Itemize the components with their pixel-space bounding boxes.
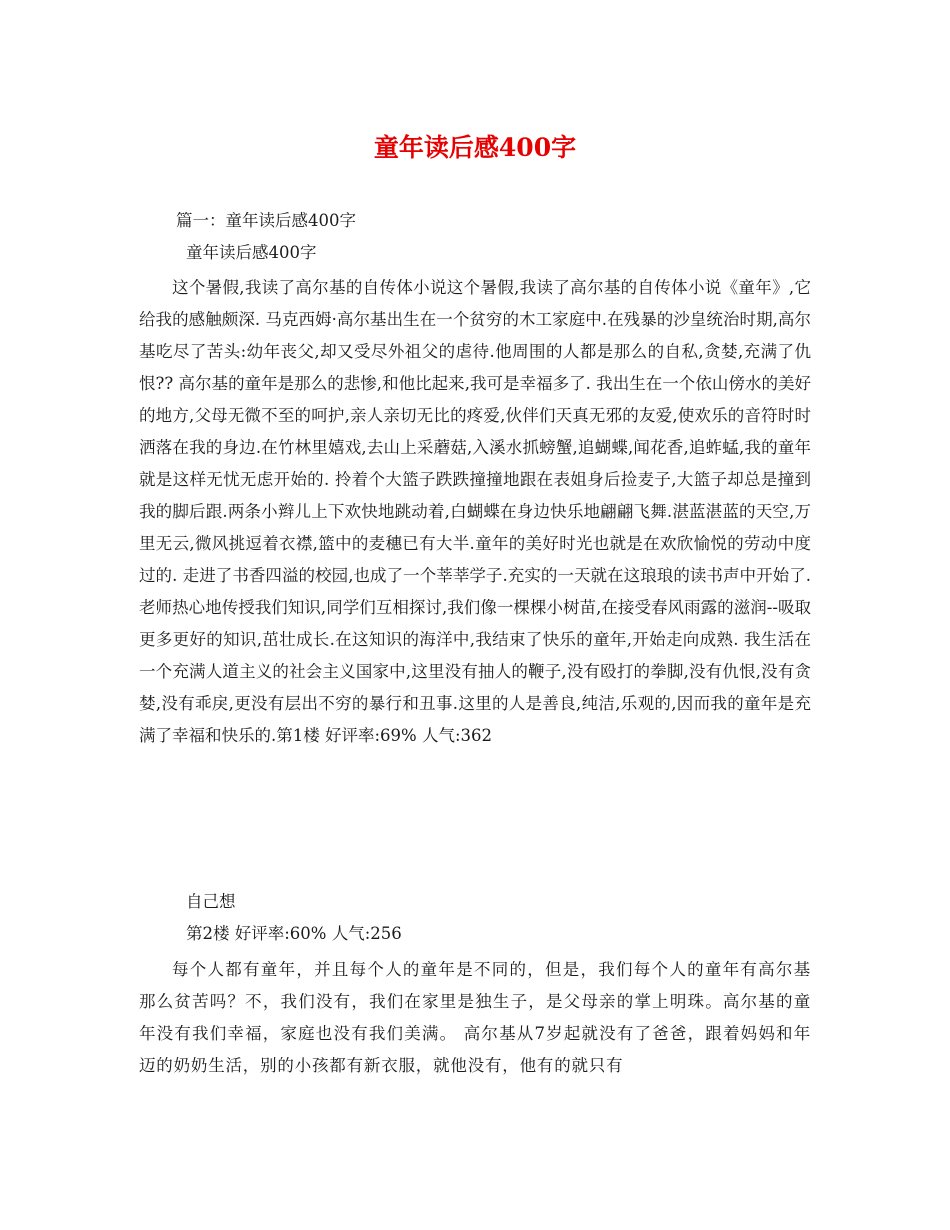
subheading: 童年读后感400字: [186, 243, 317, 262]
section-heading: 篇一：童年读后感400字: [176, 211, 356, 230]
document-title: 童年读后感400字: [373, 133, 577, 162]
floor-2-meta: 第2楼 好评率:60% 人气:256: [186, 924, 402, 943]
author-line: 自己想: [186, 892, 236, 911]
essay-paragraph-1: 这个暑假,我读了高尔基的自传体小说这个暑假,我读了高尔基的自传体小说《童年》,它给我的感触颇深. 马克西姆·高尔基出生在一个贫穷的木工家庭中.在残暴的沙皇统治时期,高尔基吃尽了苦头:幼年丧父,却又受尽外祖父的虐待.他周围的人都是那么的自私,贪婪,充满了仇恨?? 高尔基的童年是那么的悲惨,和他比起来,我可是幸福多了. 我出生在一个依山傍水的美好的地方,父母无微不至的呵护,亲人亲切无比的疼爱,伙伴们天真无邪的友爱,使欢乐的音符时时洒落在我的身边.在竹林里嬉戏,去山上采蘑菇,入溪水抓螃蟹,追蝴蝶,闻花香,追蚱蜢,我的童年就是这样无忧无虑开始的. 拎着个大篮子跌跌撞撞地跟在表姐身后捡麦子,大篮子却总是撞到我的脚后跟.两条小辫儿上下欢快地跳动着,白蝴蝶在身边快乐地翩翩飞舞.湛蓝湛蓝的天空,万里无云,微风挑逗着衣襟,篮中的麦穗已有大半.童年的美好时光也就是在欢欣愉悦的劳动中度过的. 走进了书香四溢的校园,也成了一个莘莘学子.充实的一天就在这琅琅的读书声中开始了.老师热心地传授我们知识,同学们互相探讨,我们像一棵棵小树苗,在接受春风雨露的滋润--吸取更多更好的知识,茁壮成长.在这知识的海洋中,我结束了快乐的童年,开始走向成熟. 我生活在一个充满人道主义的社会主义国家中,这里没有抽人的鞭子,没有殴打的拳脚,没有仇恨,没有贪婪,没有乖戾,更没有层出不穷的暴行和丑事.这里的人是善良,纯洁,乐观的,因而我的童年是充满了幸福和快乐的.第1楼 好评率:69% 人气:362: [139, 278, 811, 745]
essay-paragraph-2: 每个人都有童年，并且每个人的童年是不同的，但是，我们每个人的童年有高尔基那么贫苦吗？不，我们没有，我们在家里是独生子，是父母亲的掌上明珠。高尔基的童年没有我们幸福，家庭也没有我们美满。 高尔基从7岁起就没有了爸爸，跟着妈妈和年迈的奶奶生活，别的小孩都有新衣服，就他没有，他有的就只有: [139, 960, 811, 1075]
